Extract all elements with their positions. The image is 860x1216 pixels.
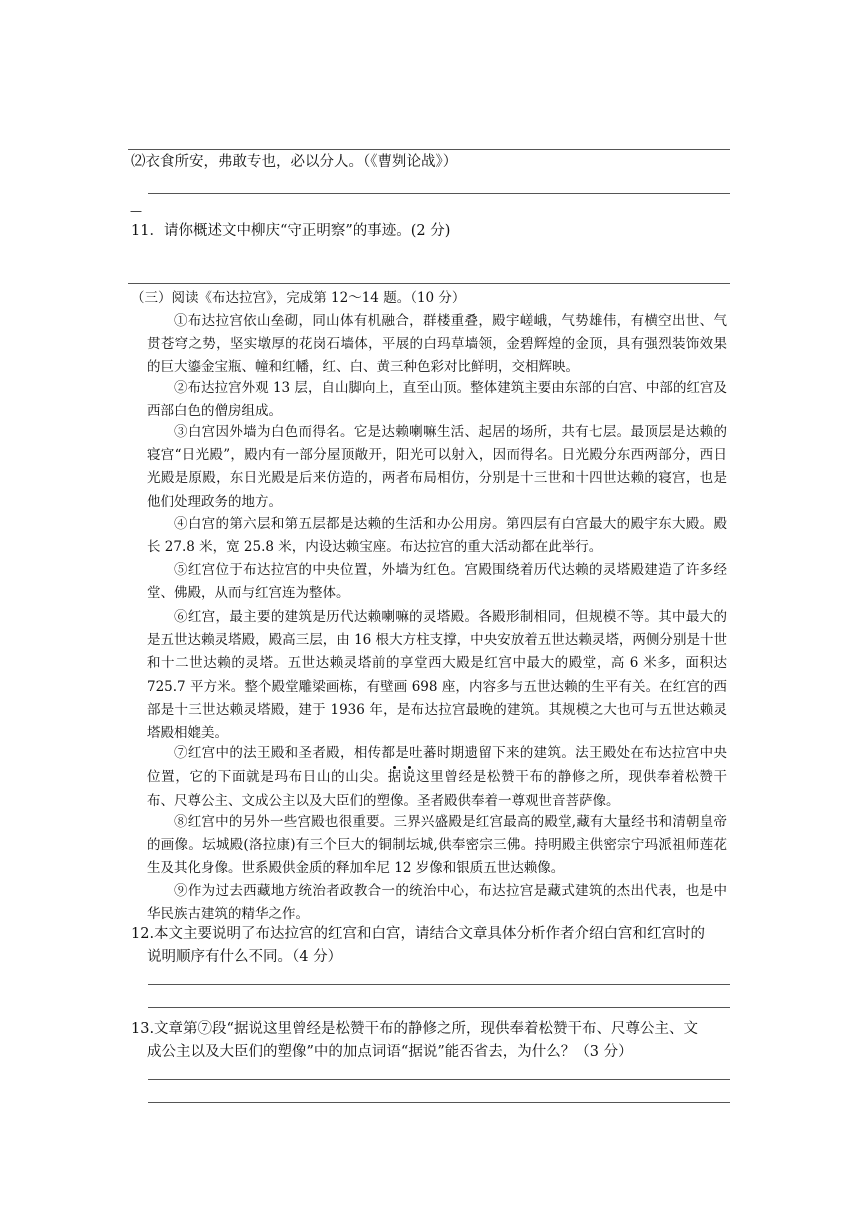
emphasis-char-2: 说 xyxy=(401,769,417,785)
article-paragraph-5: ⑤红宫位于布达拉宫的中央位置，外墙为红色。宫殿围绕着历代达赖的灵塔殿建造了许多经堂、佛殿，从而与红宫连为整体。 xyxy=(147,562,727,602)
answer-line[interactable] xyxy=(128,283,730,284)
question-13-line-2: 成公主以及大臣们的塑像”中的加点词语“据说”能否省去，为什么？（3 分） xyxy=(147,1044,633,1060)
answer-line[interactable] xyxy=(148,1079,730,1080)
answer-line[interactable] xyxy=(148,984,730,985)
section-3-heading: （三）阅读《布达拉宫》，完成第 12～14 题。（10 分） xyxy=(131,290,466,306)
article-paragraph-6: ⑥红宫，最主要的建筑是历代达赖喇嘛的灵塔殿。各殿形制相同，但规模不等。其中最大的是五世达赖灵塔殿，殿高三层，由 16 根大方柱支撑，中央安放着五世达赖灵塔，两侧分别是十世和十二世达赖的灵塔。五世达赖灵塔前的享堂西大殿是红宫中最大的殿堂，高 6 米多，面积达 725.7 平方米。整个殿堂雕梁画栋，有壁画 698 座，内容多与五世达赖的生平有关。在红宫的西部是十三世达赖灵塔殿，建于 1936 年，是布达拉宫最晚的建筑。其规模之大也可与五世达赖灵塔殿相媲美。 xyxy=(147,609,727,742)
answer-line[interactable] xyxy=(148,1007,730,1008)
article-paragraph-8: ⑧红宫中的另外一些宫殿也很重要。三界兴盛殿是红宫最高的殿堂,藏有大量经书和清朝皇帝的画像。坛城殿(洛拉康)有三个巨大的铜制坛城,供奉密宗三佛。持明殿主供密宗宁玛派祖师莲花生及其化身像。世系殿供金质的释加牟尼 12 岁像和银质五世达赖像。 xyxy=(147,814,727,877)
question-11: 11．请你概述文中柳庆“守正明察”的事迹。(2 分) xyxy=(131,223,451,239)
stray-dash: — xyxy=(130,204,142,218)
article-paragraph-9: ⑨作为过去西藏地方统治者政教合一的统治中心，布达拉宫是藏式建筑的杰出代表，也是中华民族古建筑的精华之作。 xyxy=(147,883,727,923)
answer-line[interactable] xyxy=(148,1102,730,1103)
question-10-2: ⑵衣食所安，弗敢专也，必以分人。（《曹刿论战》） xyxy=(131,154,458,170)
answer-line[interactable] xyxy=(128,149,730,150)
article-paragraph-7 xyxy=(147,741,727,813)
answer-line[interactable] xyxy=(148,193,730,194)
article-paragraph-2: ②布达拉宫外观 13 层，自山脚向上，直至山顶。整体建筑主要由东部的白宫、中部的红宫及西部白色的僧房组成。 xyxy=(147,380,727,420)
question-13-line-1: 13.文章第⑦段“据说这里曾经是松赞干布的静修之所，现供奉着松赞干布、尺尊公主、文 xyxy=(131,1021,698,1037)
question-12-line-1: 12.本文主要说明了布达拉宫的红宫和白宫，请结合文章具体分析作者介绍白宫和红宫时的 xyxy=(131,926,706,942)
paragraph-7-part-a: ⑦红宫中的法王殿和圣者殿，相传都是吐蕃时期遗留下来的建筑。法王殿处在布达拉宫中央位置，它的下面就是玛布日山的山尖。 xyxy=(147,745,727,785)
question-12-line-2: 说明顺序有什么不同。（4 分） xyxy=(147,949,343,965)
emphasis-char-1: 据 xyxy=(387,769,402,785)
article-paragraph-3: ③白宫因外墙为白色而得名。它是达赖喇嘛生活、起居的场所，共有七层。最顶层是达赖的寝宫“日光殿”，殿内有一部分屋顶敞开，阳光可以射入，因而得名。日光殿分东西两部分，西日光殿是原殿，东日光殿是后来仿造的，两者布局相仿，分别是十三世和十四世达赖的寝宫，也是他们处理政务的地方。 xyxy=(147,424,727,510)
paragraph-7-part-b: 这里曾经是松赞干布的静修之所，现供奉着松赞干布、尺尊公主、文成公主以及大臣们的塑像。圣者殿供奉着一尊观世音菩萨像。 xyxy=(147,769,728,809)
article-paragraph-1: ①布达拉宫依山垒砌，同山体有机融合，群楼重叠，殿宇嵯峨，气势雄伟，有横空出世、气贯苍穹之势，坚实墩厚的花岗石墙体，平展的白玛草墙领，金碧辉煌的金顶，具有强烈装饰效果的巨大鎏金宝瓶、幢和红幡，红、白、黄三种色彩对比鲜明，交相辉映。 xyxy=(147,313,727,376)
article-paragraph-4: ④白宫的第六层和第五层都是达赖的生活和办公用房。第四层有白宫最大的殿宇东大殿。殿长 27.8 米，宽 25.8 米，内设达赖宝座。布达拉宫的重大活动都在此举行。 xyxy=(147,516,727,556)
